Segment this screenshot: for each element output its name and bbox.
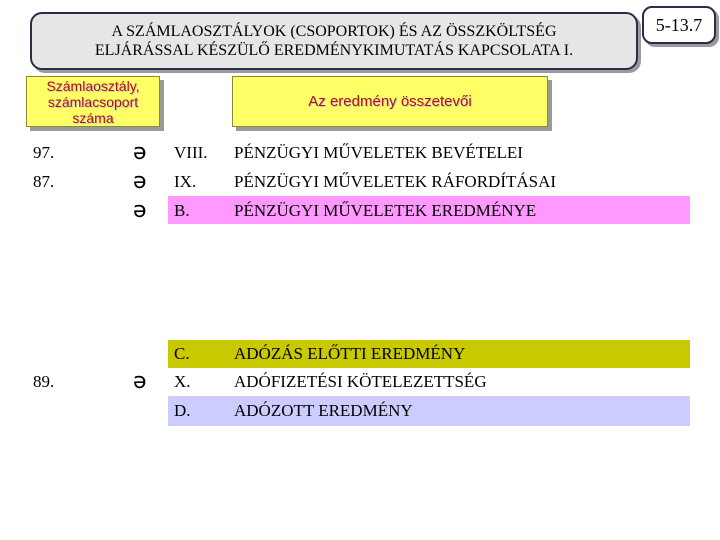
row-roman-numeral: IX. (174, 172, 197, 191)
link-arrow-icon: ə (133, 198, 147, 223)
slide-number: 5-13.7 (642, 6, 716, 44)
row-label: ADÓZÁS ELŐTTI EREDMÉNY (234, 344, 466, 363)
row-roman-numeral: X. (174, 372, 191, 391)
account-number-header (26, 76, 160, 127)
account-number-87: 87. (33, 172, 55, 191)
row-letter: D. (174, 401, 191, 420)
title-line-2: ELJÁRÁSSAL KÉSZÜLŐ EREDMÉNYKIMUTATÁS KAPCSOLATA I. (94, 42, 574, 59)
result-components-header: Az eredmény összetevői (232, 76, 548, 127)
link-arrow-icon: ə (133, 169, 147, 194)
row-label: PÉNZÜGYI MŰVELETEK RÁFORDÍTÁSAI (234, 172, 557, 191)
header-line-1: Számlaosztály, (46, 77, 140, 94)
row-letter: C. (174, 344, 190, 363)
header-line-2: számlacsoport (47, 93, 139, 110)
account-number-97: 97. (33, 143, 55, 162)
row-label: ADÓZOTT EREDMÉNY (234, 401, 413, 420)
row-roman-numeral: VIII. (174, 143, 208, 162)
row-label: PÉNZÜGYI MŰVELETEK EREDMÉNYE (234, 201, 537, 220)
slide-title (30, 12, 638, 70)
row-label: ADÓFIZETÉSI KÖTELEZETTSÉG (234, 372, 487, 391)
title-line-1: A SZÁMLAOSZTÁLYOK (CSOPORTOK) ÉS AZ ÖSSZKÖLTSÉG (111, 23, 557, 40)
link-arrow-icon: ə (133, 369, 147, 394)
link-arrow-icon: ə (133, 140, 147, 165)
row-roman-numeral: B. (174, 201, 190, 220)
header-line-3: száma (72, 109, 114, 126)
account-number-89: 89. (33, 372, 55, 391)
row-label: PÉNZÜGYI MŰVELETEK BEVÉTELEI (234, 143, 523, 162)
